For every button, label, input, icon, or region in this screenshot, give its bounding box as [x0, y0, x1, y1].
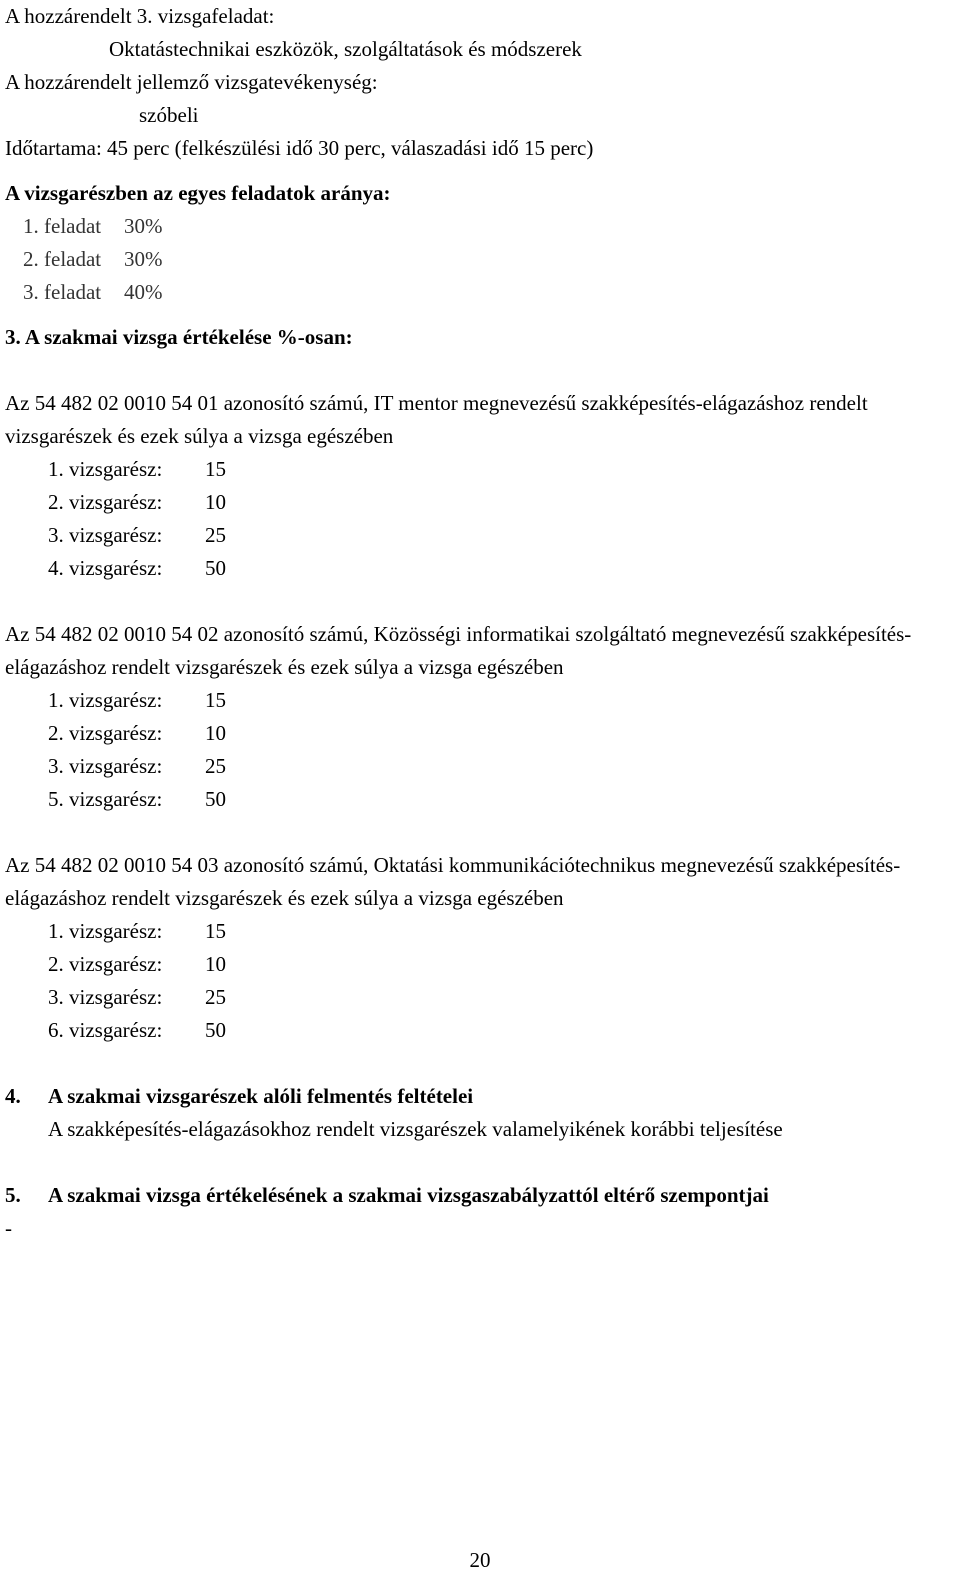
weight-item-value: 25	[205, 523, 226, 547]
ratio-item	[5, 243, 955, 276]
ratio-item-label: 2. feladat	[23, 247, 102, 271]
activity-value: szóbeli	[139, 103, 199, 127]
weight-item-value: 15	[205, 457, 226, 481]
weight-item	[5, 552, 955, 585]
section4-text: A szakképesítés-elágazásokhoz rendelt vizsgarészek valamelyikének korábbi teljesítése	[48, 1117, 783, 1141]
ratio-item-value: 30%	[124, 214, 163, 238]
weight-item-label: 4. vizsgarész:	[48, 556, 163, 580]
weight-block-2-text: Az 54 482 02 0010 54 02 azonosító számú, Közösségi informatikai szolgáltató megnevezésű szakképesítés-elágazáshoz rendelt vizsgarészek és ezek súlya a vizsga egészében	[5, 622, 912, 679]
weight-item-value: 50	[205, 787, 226, 811]
weight-item-label: 1. vizsgarész:	[48, 457, 163, 481]
weight-item	[5, 453, 955, 486]
weight-item-label: 1. vizsgarész:	[48, 919, 163, 943]
ratio-item-value: 30%	[124, 247, 163, 271]
weight-item	[5, 948, 955, 981]
weight-item-value: 50	[205, 1018, 226, 1042]
section3-title: 3. A szakmai vizsga értékelése %-osan:	[5, 325, 353, 349]
ratio-item-label: 1. feladat	[23, 214, 102, 238]
duration-text: Időtartama: 45 perc (felkészülési idő 30 perc, válaszadási idő 15 perc)	[5, 136, 594, 160]
ratio-title: A vizsgarészben az egyes feladatok aránya:	[5, 181, 391, 205]
section4-heading	[5, 1080, 955, 1113]
weight-item-label: 3. vizsgarész:	[48, 523, 163, 547]
section4-number: 4.	[5, 1084, 21, 1108]
weight-item	[5, 783, 955, 816]
section5-heading	[5, 1179, 955, 1212]
document-page	[5, 0, 955, 1245]
ratio-item-label: 3. feladat	[23, 280, 102, 304]
weight-item-label: 5. vizsgarész:	[48, 787, 163, 811]
weight-item-value: 50	[205, 556, 226, 580]
activity-label: A hozzárendelt jellemző vizsgatevékenység:	[5, 70, 378, 94]
ratio-item-value: 40%	[124, 280, 163, 304]
weight-item-label: 1. vizsgarész:	[48, 688, 163, 712]
task-name: Oktatástechnikai eszközök, szolgáltatások és módszerek	[109, 37, 582, 61]
ratio-item	[5, 210, 955, 243]
weight-item	[5, 1014, 955, 1047]
task-label: A hozzárendelt 3. vizsgafeladat:	[5, 4, 275, 28]
weight-item	[5, 717, 955, 750]
weight-item	[5, 519, 955, 552]
section4-title: A szakmai vizsgarészek alóli felmentés feltételei	[48, 1084, 474, 1108]
section5-title: A szakmai vizsga értékelésének a szakmai vizsgaszabályzattól eltérő szempontjai	[48, 1183, 769, 1207]
weight-item-label: 3. vizsgarész:	[48, 754, 163, 778]
section5-text: -	[5, 1216, 12, 1240]
page-number: 20	[469, 1548, 491, 1572]
weight-item-label: 2. vizsgarész:	[48, 490, 163, 514]
weight-block-1-text: Az 54 482 02 0010 54 01 azonosító számú, IT mentor megnevezésű szakképesítés-elágazáshoz rendelt vizsgarészek és ezek súlya a vizsga egészében	[5, 391, 868, 448]
weight-item	[5, 684, 955, 717]
weight-item-value: 10	[205, 490, 226, 514]
weight-item	[5, 915, 955, 948]
weight-item-value: 10	[205, 952, 226, 976]
weight-item-value: 10	[205, 721, 226, 745]
weight-item	[5, 486, 955, 519]
section5-number: 5.	[5, 1183, 21, 1207]
weight-item	[5, 981, 955, 1014]
weight-item-label: 6. vizsgarész:	[48, 1018, 163, 1042]
weight-item-label: 2. vizsgarész:	[48, 952, 163, 976]
weight-item-value: 25	[205, 754, 226, 778]
weight-item-value: 25	[205, 985, 226, 1009]
weight-item	[5, 750, 955, 783]
ratio-item	[5, 276, 955, 309]
weight-item-label: 3. vizsgarész:	[48, 985, 163, 1009]
weight-item-label: 2. vizsgarész:	[48, 721, 163, 745]
weight-item-value: 15	[205, 919, 226, 943]
weight-block-3-text: Az 54 482 02 0010 54 03 azonosító számú, Oktatási kommunikációtechnikus megnevezésű szakképesítés-elágazáshoz rendelt vizsgarészek és ezek súlya a vizsga egészében	[5, 853, 901, 910]
weight-item-value: 15	[205, 688, 226, 712]
